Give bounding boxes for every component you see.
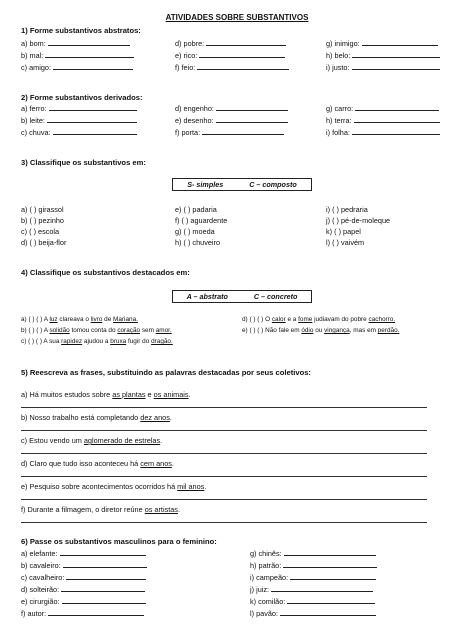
answer-blank[interactable] <box>48 609 144 616</box>
s6-item-a <box>21 549 146 558</box>
sentence-text: . <box>169 413 172 422</box>
sentence-text: c) Estou vendo um <box>21 436 84 445</box>
s6-item-j <box>250 585 373 594</box>
highlighted-word: aglomerado de estrelas <box>83 436 161 445</box>
answer-blank[interactable] <box>352 128 440 135</box>
item-label: d) engenho: <box>175 104 214 113</box>
s1-item-c <box>21 63 133 72</box>
item-label: e) desenho: <box>175 116 214 125</box>
highlighted-word: perdão. <box>377 327 400 334</box>
s1-item-g <box>326 39 438 48</box>
answer-line[interactable] <box>21 499 427 500</box>
highlighted-word: os artistas <box>144 505 178 514</box>
sentence-text: ou <box>313 327 325 334</box>
sentence-text: . <box>177 505 180 514</box>
item-label: c) chuva: <box>21 128 51 137</box>
answer-blank[interactable] <box>202 128 284 135</box>
item-label: b) mal: <box>21 51 44 60</box>
answer-blank[interactable] <box>284 549 376 556</box>
item-label: h) terra: <box>326 116 352 125</box>
highlighted-word: luz <box>49 316 58 323</box>
s2-item-c <box>21 128 137 137</box>
sentence-text: ajudou a <box>82 338 111 345</box>
s2-item-b <box>21 116 137 125</box>
s3-item-k: k) ( ) papel <box>326 227 361 236</box>
item-label: f) autor: <box>21 609 47 618</box>
sentence-text: e <box>145 390 154 399</box>
s3-item-l: l) ( ) vaivém <box>326 238 365 247</box>
item-label: f) porta: <box>175 128 201 137</box>
s3-item-a: a) ( ) girassol <box>21 205 64 214</box>
answer-blank[interactable] <box>197 63 289 70</box>
answer-blank[interactable] <box>199 51 285 58</box>
s3-item-h: h) ( ) chuveiro <box>175 238 221 247</box>
item-label: e) cirurgião: <box>21 597 60 606</box>
item-label: a) elefante: <box>21 549 58 558</box>
s3-item-c: c) ( ) escola <box>21 227 60 236</box>
item-label: l) pavão: <box>250 609 278 618</box>
section-6-heading: 6) Passe os substantivos masculinos para o feminino: <box>21 537 217 546</box>
s6-item-b <box>21 561 147 570</box>
answer-blank[interactable] <box>352 51 440 58</box>
legend-simples: S- simples <box>187 180 224 189</box>
item-label: g) carro: <box>326 104 354 113</box>
answer-blank[interactable] <box>290 573 376 580</box>
sentence-text: O <box>265 316 272 323</box>
item-label: i) campeão: <box>250 573 289 582</box>
legend-concreto: C – concreto <box>253 292 298 301</box>
row-label: a) <box>21 316 27 323</box>
legend-composto: C – composto <box>249 180 297 189</box>
sentence-text: . <box>160 436 163 445</box>
s1-item-h <box>326 51 440 60</box>
sentence-text: . <box>171 459 174 468</box>
answer-blank[interactable] <box>206 39 286 46</box>
answer-blank[interactable] <box>216 116 288 123</box>
answer-blank[interactable] <box>216 104 288 111</box>
answer-blank[interactable] <box>53 63 133 70</box>
s2-item-d <box>175 104 288 113</box>
s1-item-i <box>326 63 440 72</box>
item-label: c) amigo: <box>21 63 52 72</box>
answer-blank[interactable] <box>53 128 137 135</box>
s4-row-d <box>242 316 395 323</box>
highlighted-word: Mariana. <box>113 316 138 323</box>
sentence-text: fugir do <box>126 338 152 345</box>
item-label: a) ferro: <box>21 104 47 113</box>
sentence-text: de <box>102 316 114 323</box>
row-label: e) <box>242 327 248 334</box>
s6-item-l <box>250 609 376 618</box>
s6-item-i <box>250 573 376 582</box>
sentence-text: A sua <box>43 338 62 345</box>
item-label: j) juiz: <box>250 585 270 594</box>
answer-marks[interactable]: ( ) ( ) <box>249 316 264 323</box>
s1-item-d <box>175 39 286 48</box>
s3-item-g: g) ( ) moeda <box>175 227 215 236</box>
answer-marks[interactable]: ( ) ( ) <box>249 327 264 334</box>
section-4-heading: 4) Classifique os substantivos destacados em: <box>21 268 190 277</box>
row-label: b) <box>21 327 27 334</box>
s6-item-f <box>21 609 144 618</box>
item-label: g) chinês: <box>250 549 282 558</box>
answer-line[interactable] <box>21 522 427 523</box>
s3-item-i: i) ( ) pedraria <box>326 205 368 214</box>
s4-row-c <box>21 338 173 345</box>
sentence-text: , mas em <box>349 327 378 334</box>
highlighted-word: amor. <box>155 327 172 334</box>
s2-item-g <box>326 104 439 113</box>
answer-blank[interactable] <box>354 116 440 123</box>
highlighted-word: vingança <box>324 327 350 334</box>
s6-item-h <box>250 561 377 570</box>
s2-item-h <box>326 116 440 125</box>
item-label: i) justo: <box>326 63 350 72</box>
s6-item-g <box>250 549 376 558</box>
answer-blank[interactable] <box>280 609 376 616</box>
answer-blank[interactable] <box>287 597 375 604</box>
item-label: d) solteirão: <box>21 585 60 594</box>
s5-sentence-b <box>21 413 172 422</box>
answer-marks[interactable]: ( ) ( ) <box>28 327 43 334</box>
s2-item-e <box>175 116 288 125</box>
answer-blank[interactable] <box>66 573 146 580</box>
highlighted-word: os animais <box>153 390 189 399</box>
answer-line[interactable] <box>21 407 427 408</box>
highlighted-word: solidão <box>49 327 70 334</box>
answer-blank[interactable] <box>47 116 137 123</box>
legend-box-simples-composto <box>172 178 312 191</box>
item-label: c) cavalheiro: <box>21 573 65 582</box>
item-label: g) inimigo: <box>326 39 360 48</box>
item-label: f) feio: <box>175 63 196 72</box>
highlighted-word: as plantas <box>112 390 146 399</box>
s2-item-a <box>21 104 137 113</box>
sentence-text: clareava o <box>57 316 91 323</box>
s2-item-i <box>326 128 440 137</box>
highlighted-word: fome <box>298 316 313 323</box>
item-label: k) comilão: <box>250 597 286 606</box>
answer-marks[interactable]: ( ) ( ) <box>28 338 42 345</box>
answer-marks[interactable]: ( ) ( ) <box>28 316 43 323</box>
s5-sentence-f <box>21 505 180 514</box>
s1-item-f <box>175 63 289 72</box>
s1-item-a <box>21 39 130 48</box>
highlighted-word: mil anos <box>177 482 205 491</box>
s5-sentence-c <box>21 436 162 445</box>
sentence-text: e) Pesquiso sobre acontecimentos ocorridos há <box>21 482 178 491</box>
answer-blank[interactable] <box>62 597 146 604</box>
answer-blank[interactable] <box>283 561 377 568</box>
answer-line[interactable] <box>21 453 427 454</box>
sentence-text: tomou conta do <box>69 327 118 334</box>
answer-blank[interactable] <box>352 63 440 70</box>
answer-blank[interactable] <box>45 51 134 58</box>
sentence-text: . <box>188 390 191 399</box>
highlighted-word: coração <box>117 327 141 334</box>
sentence-text: sem <box>140 327 156 334</box>
sentence-text: A <box>43 327 50 334</box>
s3-item-f: f) ( ) aguardente <box>175 216 228 225</box>
answer-blank[interactable] <box>362 39 438 46</box>
sentence-text: . <box>204 482 207 491</box>
answer-blank[interactable] <box>271 585 373 592</box>
answer-blank[interactable] <box>61 585 145 592</box>
answer-blank[interactable] <box>48 39 130 46</box>
item-label: b) leite: <box>21 116 45 125</box>
s3-item-d: d) ( ) beija-flor <box>21 238 67 247</box>
section-2-heading: 2) Forme substantivos derivados: <box>21 93 143 102</box>
s3-item-b: b) ( ) pezinho <box>21 216 64 225</box>
s4-row-e <box>242 327 399 334</box>
page-title: ATIVIDADES SOBRE SUBSTANTIVOS <box>165 13 309 22</box>
item-label: b) cavaleiro: <box>21 561 61 570</box>
s6-item-e <box>21 597 146 606</box>
answer-blank[interactable] <box>355 104 439 111</box>
answer-line[interactable] <box>21 476 427 477</box>
highlighted-word: bruxa <box>110 338 127 345</box>
sentence-text: e a <box>285 316 299 323</box>
answer-line[interactable] <box>21 430 427 431</box>
s5-sentence-a <box>21 390 191 399</box>
highlighted-word: cem anos <box>140 459 172 468</box>
highlighted-word: cachorro. <box>368 316 396 323</box>
answer-blank[interactable] <box>60 549 146 556</box>
s6-item-c <box>21 573 146 582</box>
s5-sentence-e <box>21 482 206 491</box>
s3-item-e: e) ( ) padaria <box>175 205 217 214</box>
highlighted-word: calor <box>271 316 286 323</box>
sentence-text: b) Nosso trabalho está completando <box>21 413 141 422</box>
highlighted-word: livro <box>90 316 103 323</box>
answer-blank[interactable] <box>49 104 137 111</box>
highlighted-word: ódio <box>301 327 314 334</box>
sentence-text: f) Durante a filmagem, o diretor reúne <box>21 505 145 514</box>
highlighted-word: dragão. <box>151 338 173 345</box>
s3-item-j: j) ( ) pé-de-moleque <box>326 216 391 225</box>
section-5-heading: 5) Reescreva as frases, substituindo as palavras destacadas por seus coletivos: <box>21 368 311 377</box>
sentence-text: d) Claro que tudo isso aconteceu há <box>21 459 141 468</box>
sentence-text: Não fale em <box>265 327 302 334</box>
item-label: a) bom: <box>21 39 46 48</box>
s6-item-d <box>21 585 145 594</box>
section-1-heading: 1) Forme substantivos abstratos: <box>21 26 141 35</box>
s6-item-k <box>250 597 375 606</box>
row-label: d) <box>242 316 248 323</box>
item-label: i) folha: <box>326 128 350 137</box>
sentence-text: A <box>43 316 50 323</box>
s5-sentence-d <box>21 459 174 468</box>
legend-abstrato: A – abstrato <box>186 292 228 301</box>
s1-item-e <box>175 51 285 60</box>
s4-row-a <box>21 316 138 323</box>
highlighted-word: rapidez <box>61 338 83 345</box>
item-label: h) patrão: <box>250 561 282 570</box>
item-label: h) belo: <box>326 51 351 60</box>
legend-box-abstrato-concreto <box>172 290 312 303</box>
sentence-text: a) Há muitos estudos sobre <box>21 390 113 399</box>
answer-blank[interactable] <box>63 561 147 568</box>
section-3-heading: 3) Classifique os substantivos em: <box>21 158 146 167</box>
row-label: c) <box>21 338 27 345</box>
sentence-text: judiavam do pobre <box>312 316 369 323</box>
highlighted-word: dez anos <box>140 413 170 422</box>
s4-row-b <box>21 327 172 334</box>
s2-item-f <box>175 128 284 137</box>
item-label: e) rico: <box>175 51 198 60</box>
item-label: d) pobre: <box>175 39 205 48</box>
s1-item-b <box>21 51 134 60</box>
